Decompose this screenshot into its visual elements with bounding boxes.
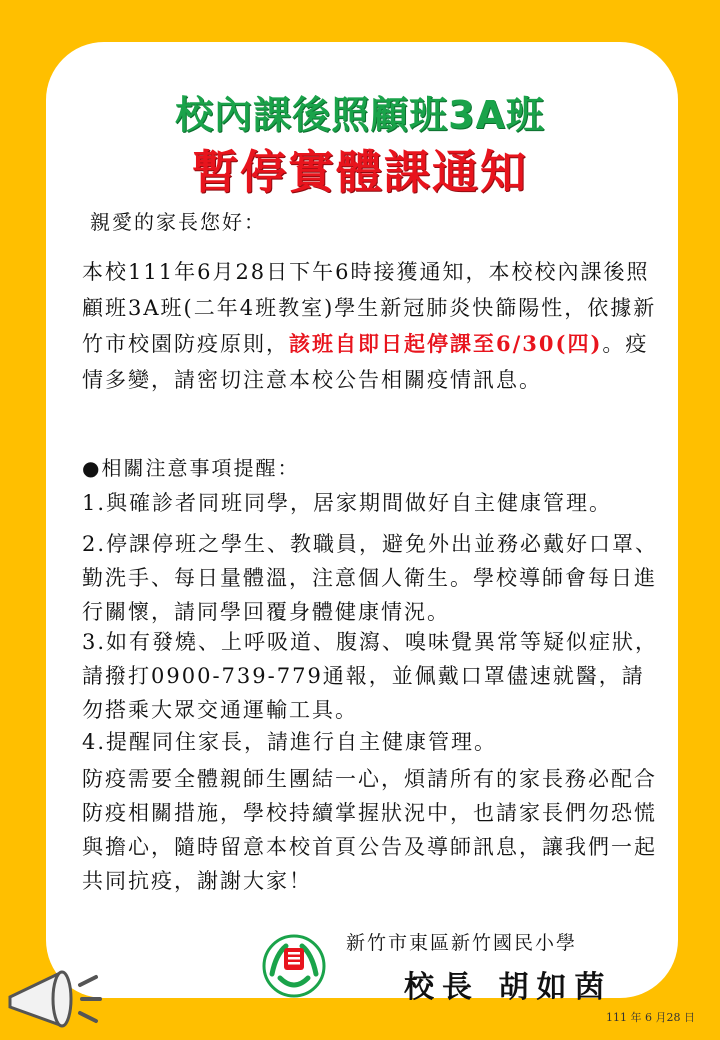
school-name: 新竹市東區新竹國民小學 <box>346 932 578 954</box>
reminder-item: 3.如有發燒、上呼吸道、腹瀉、嗅味覺異常等疑似症狀，請撥打0900-739-779通報，並佩戴口罩儘速就醫，請勿搭乘大眾交通運輸工具。 <box>82 630 659 722</box>
class-title: 校內課後照顧班3A班 <box>175 93 545 137</box>
megaphone-icon <box>0 955 110 1040</box>
notice-title: 暫停實體課通知 <box>192 145 528 199</box>
principal-signature: 校長 胡如茵 <box>404 970 613 1005</box>
reminders-title: ●相關注意事項提醒： <box>82 456 300 480</box>
reminder-item: 4.提醒同住家長，請進行自主健康管理。 <box>82 730 498 754</box>
greeting: 親愛的家長您好： <box>90 210 266 234</box>
suspension-highlight: 該班自即日起停課至6/30(四) <box>289 331 603 356</box>
main-paragraph <box>82 254 662 398</box>
paragraph-part2: 。疫情多變，請密切注意本校公告相關疫情訊息。 <box>82 332 649 392</box>
school-logo <box>262 934 326 998</box>
reminder-item: 1.與確診者同班同學，居家期間做好自主健康管理。 <box>82 491 613 515</box>
paragraph-part1: 本校111年6月28日下午6時接獲通知，本校校內課後照顧班3A班(二年4班教室)學生新冠肺炎快篩陽性，依據新竹市校園防疫原則， <box>82 260 657 356</box>
notice-date: 111 年 6 月28 日 <box>606 1011 695 1024</box>
reminder-item: 2.停課停班之學生、教職員，避免外出並務必戴好口罩、勤洗手、每日量體溫，注意個人衛生。學校導師會每日進行關懷，請同學回覆身體健康情況。 <box>82 532 659 624</box>
closing-paragraph: 防疫需要全體親師生團結一心，煩請所有的家長務必配合防疫相關措施，學校持續掌握狀況中，也請家長們勿恐慌與擔心，隨時留意本校首頁公告及導師訊息，讓我們一起共同抗疫，謝謝大家！ <box>82 767 657 893</box>
